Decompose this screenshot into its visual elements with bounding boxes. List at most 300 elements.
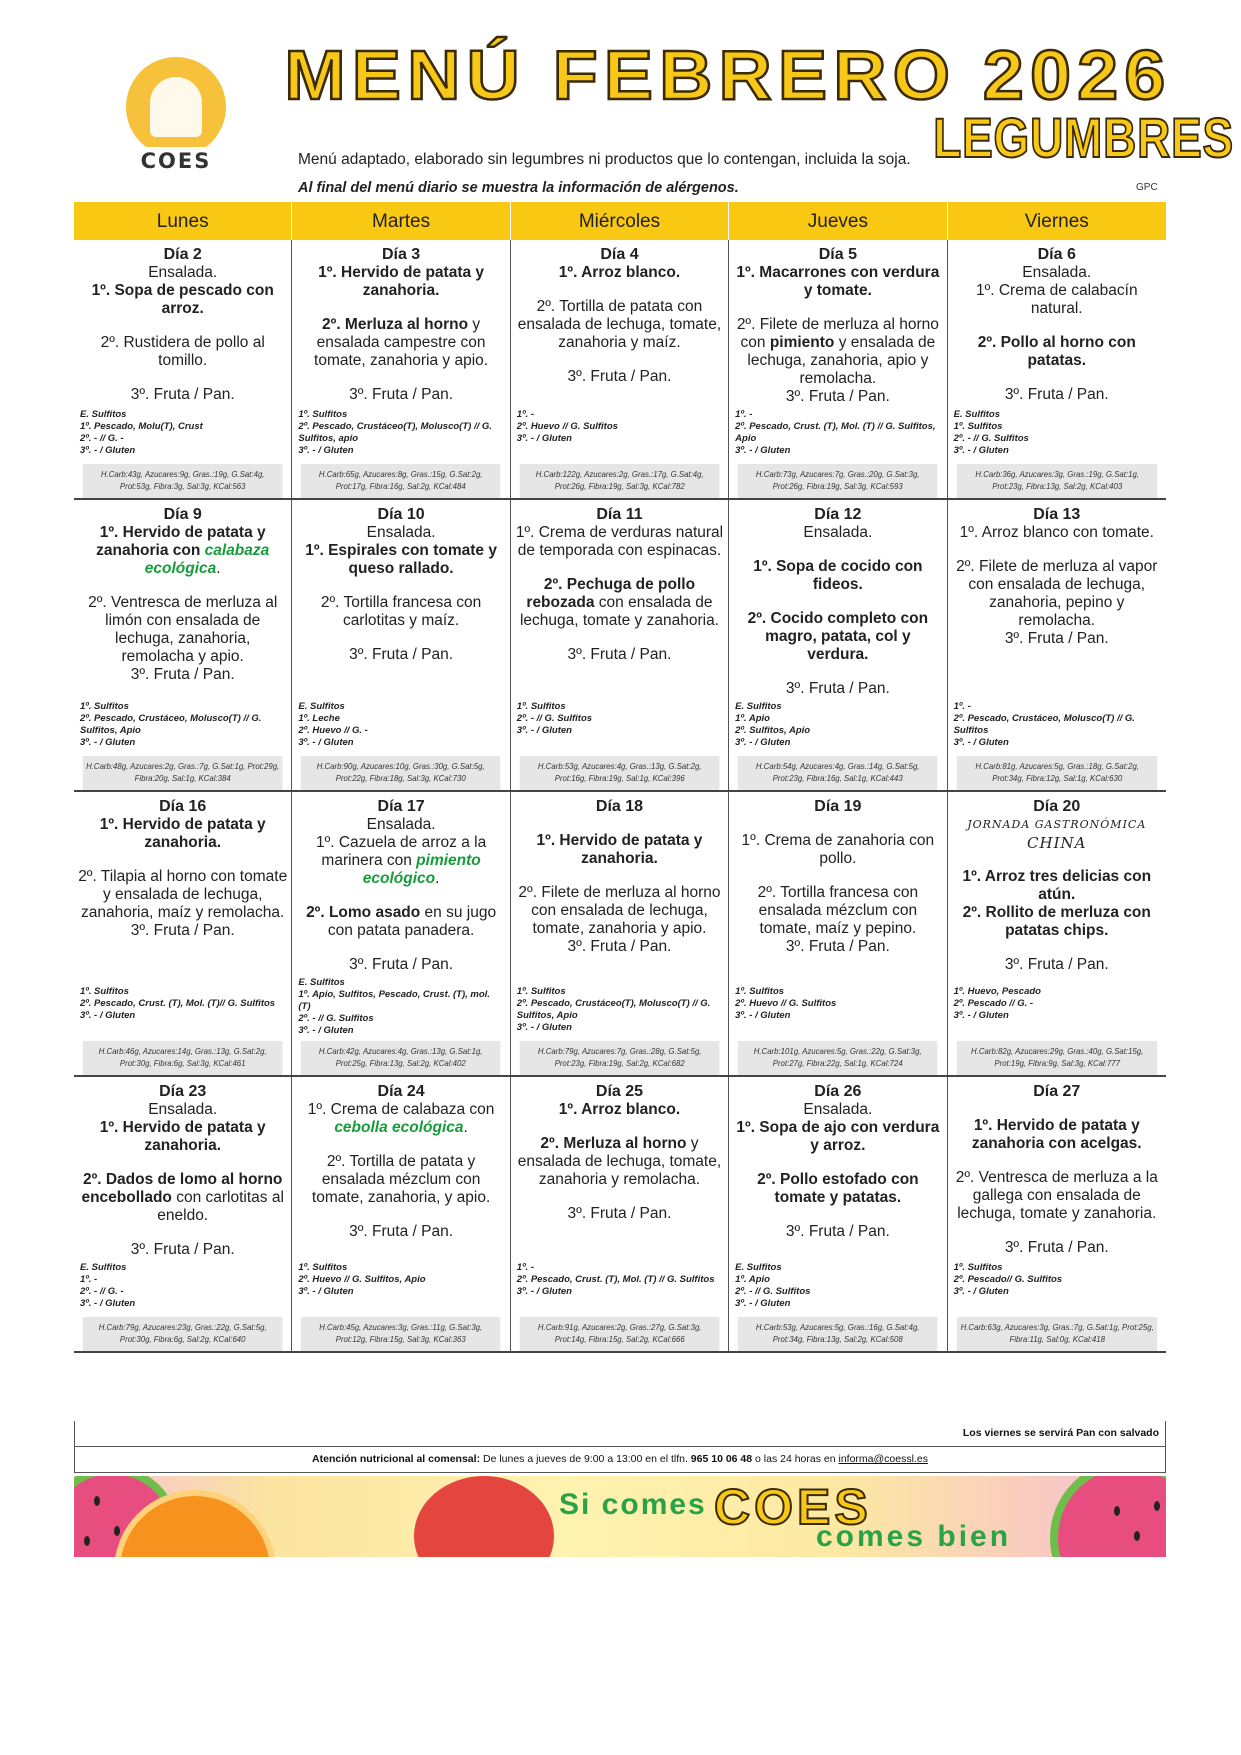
day-label: Día 12: [814, 506, 862, 523]
dish-line: 2º. Pollo estofado con tomate y patatas.: [757, 1171, 919, 1206]
allergen-line: 1º. -: [735, 409, 753, 420]
dish-line: 3º. Fruta / Pan.: [567, 368, 672, 385]
allergen-line: 1º. Sulfitos: [80, 701, 129, 712]
dish-line: 1º. Crema de verduras natural de temporada con espinacas.: [515, 524, 724, 559]
spacer: [733, 1155, 942, 1171]
day-cell: [511, 1077, 729, 1351]
weekday-viernes: Viernes: [1024, 211, 1089, 232]
allergen-line: E. Sulfitos: [80, 1262, 127, 1273]
dish-line: Ensalada.: [1022, 264, 1092, 281]
allergen-line: 3º. - / Gluten: [298, 737, 354, 748]
nutrition-info: H.Carb:101g, Azucares:5g, Gras.:22g, G.Sat:3g, Prot:27g, Fibra:22g, Sal:1g, KCal:724: [738, 1041, 938, 1075]
allergen-line: 2º. Huevo // G. Sulfitos, Apio: [298, 1274, 426, 1285]
seed-icon: [1134, 1531, 1140, 1541]
spacer: [952, 1223, 1162, 1239]
dish-line: 2º. Merluza al horno y ensalada de lechuga, tomate, zanahoria y remolacha.: [517, 1135, 722, 1188]
dish-line: 1º. Arroz tres delicias con atún.: [962, 868, 1152, 903]
day-cell: [292, 1077, 510, 1351]
allergen-list: [948, 983, 1166, 1041]
dish-line: 1º. Arroz blanco con tomate.: [959, 524, 1154, 541]
dish-line: 3º. Fruta / Pan.: [349, 386, 454, 403]
theme-name: CHINA: [1027, 834, 1087, 852]
dish-line: 1º. Hervido de patata y zanahoria.: [536, 832, 703, 867]
dish-line: 2º. Merluza al horno y ensalada campestre con tomate, zanahoria y apio.: [314, 316, 489, 369]
day-cell: [948, 792, 1166, 1075]
allergen-line: E. Sulfitos: [953, 409, 1001, 420]
dish-line: 3º. Fruta / Pan.: [1004, 956, 1109, 973]
allergen-line: E. Sulfitos: [298, 977, 345, 988]
attention-label: Atención nutricional al comensal:: [312, 1453, 481, 1465]
dish-list: [292, 500, 509, 698]
dish-line: 2º. Rollito de merluza con patatas chips.: [962, 904, 1151, 939]
nutrition-info: H.Carb:45g, Azucares:3g, Gras.:11g, G.Sat:3g, Prot:12g, Fibra:15g, Sal:3g, KCal:363: [301, 1317, 501, 1351]
allergen-line: 3º. - / Gluten: [953, 445, 1009, 456]
dish-line: 2º. Lomo asado en su jugo con patata panadera.: [306, 904, 497, 939]
dish-line: 1º. Hervido de patata y zanahoria con acelgas.: [971, 1117, 1142, 1152]
allergen-line: 2º. Pescado, Crust. (T), Mol. (T)// G. Sulfitos: [80, 998, 276, 1009]
friday-note: Los viernes se servirá Pan con salvado: [962, 1427, 1159, 1439]
allergen-list: [292, 406, 509, 464]
attention-email[interactable]: informa@coessl.es: [838, 1453, 928, 1465]
spacer: [952, 1153, 1162, 1169]
dish-list: [948, 500, 1166, 698]
day-label: Día 25: [595, 1083, 644, 1100]
allergen-line: 1º. Sulfitos: [516, 701, 566, 712]
allergen-line: 2º. - // G. Sulfitos: [953, 433, 1029, 444]
day-label: Día 5: [818, 246, 857, 263]
dish-list: [729, 500, 946, 698]
allergen-list: [948, 406, 1166, 464]
day-label: Día 3: [381, 246, 421, 263]
allergen-line: 1º. Sulfitos: [953, 1262, 1003, 1273]
allergen-line: 1º. -: [516, 1262, 534, 1273]
dish-list: [292, 792, 509, 974]
dish-line: Ensalada.: [803, 524, 873, 541]
dish-line: 3º. Fruta / Pan.: [567, 938, 672, 955]
day-cell: [292, 240, 510, 498]
dish-line: 1º. Crema de zanahoria con pollo.: [741, 832, 935, 867]
allergen-line: E. Sulfitos: [735, 1262, 782, 1273]
allergen-list: [948, 698, 1166, 756]
allergen-note: Al final del menú diario se muestra la información de alérgenos.: [298, 180, 739, 196]
nutrition-info: H.Carb:122g, Azucares:2g, Gras.:17g, G.Sat:4g, Prot:26g, Fibra:19g, Sal:3g, KCal:782: [519, 464, 719, 498]
dish-line: 2º. Ventresca de merluza a la gallega con ensalada de lechuga, tomate y zanahoria.: [955, 1169, 1158, 1222]
allergen-list: [292, 1259, 509, 1317]
nutrition-info: H.Carb:54g, Azucares:4g, Gras.:14g, G.Sat:5g, Prot:23g, Fibra:16g, Sal:1g, KCal:443: [738, 756, 938, 790]
spacer: [296, 300, 505, 316]
logo-text: COES: [118, 147, 234, 175]
day-label: Día 18: [595, 798, 644, 815]
allergen-line: 3º. - / Gluten: [80, 1298, 136, 1309]
attention-text-2: o las 24 horas en: [752, 1453, 839, 1465]
dish-line: 1º. Arroz blanco.: [558, 1101, 681, 1118]
nutrition-info: H.Carb:63g, Azucares:3g, Gras.:7g, G.Sat:1g, Prot:25g, Fibra:11g, Sal:0g, KCal:418: [956, 1317, 1157, 1351]
dish-line: 1º. Crema de calabacín natural.: [975, 282, 1138, 317]
dish-list: [74, 240, 291, 406]
dish-list: [729, 792, 946, 983]
menu-table: [74, 202, 1166, 1353]
day-cell: [74, 240, 292, 498]
day-label: Día 24: [377, 1083, 425, 1100]
spacer: [296, 888, 505, 904]
dish-list: [948, 1077, 1166, 1259]
day-cell: [292, 500, 510, 790]
allergen-line: 2º. Pescado, Crustáceo, Molusco(T) // G. Sulfitos, Apio: [80, 713, 262, 736]
banner-text-2: COES: [714, 1479, 872, 1535]
dish-line: 3º. Fruta / Pan.: [785, 1223, 890, 1240]
dish-list: [729, 1077, 946, 1259]
dish-line: 1º. Hervido de patata y zanahoria con calabaza ecológica.: [96, 524, 270, 577]
dish-line: 1º. Cazuela de arroz a la marinera con pimiento ecológico.: [315, 834, 487, 887]
nutrition-info: H.Carb:79g, Azucares:23g, Gras.:22g, G.Sat:5g, Prot:30g, Fibra:6g, Sal:2g, KCal:640: [83, 1317, 283, 1351]
dish-line: 1º. Sopa de pescado con arroz.: [91, 282, 274, 317]
doc-code: GPC: [1136, 182, 1158, 193]
nutrition-info: H.Carb:82g, Azucares:29g, Gras.:40g, G.Sat:15g, Prot:19g, Fibra:9g, Sal:3g, KCal:777: [956, 1041, 1157, 1075]
spacer: [515, 1189, 724, 1205]
day-label: Día 11: [596, 506, 643, 523]
friday-note-box: [74, 1421, 1166, 1447]
dish-list: [292, 1077, 509, 1259]
nutrition-info: H.Carb:46g, Azucares:14g, Gras.:13g, G.Sat:2g, Prot:30g, Fibra:6g, Sal:3g, KCal:461: [83, 1041, 283, 1075]
dish-line: Ensalada.: [803, 1101, 873, 1118]
dish-line: 1º. Hervido de patata y zanahoria.: [99, 816, 266, 851]
dish-line: Ensalada.: [148, 264, 218, 281]
seed-icon: [1154, 1501, 1160, 1511]
weekday-miercoles: Miércoles: [511, 202, 729, 240]
spacer: [952, 940, 1162, 956]
dish-line: 2º. Filete de merluza al vapor con ensalada de lechuga, zanahoria, pepino y remolacha.: [956, 558, 1158, 629]
dish-line: 3º. Fruta / Pan.: [130, 386, 235, 403]
spacer: [296, 1137, 505, 1153]
allergen-list: [948, 1259, 1166, 1317]
spacer: [78, 1225, 287, 1241]
week-row: [74, 500, 1166, 792]
spacer: [296, 370, 505, 386]
spacer: [515, 816, 724, 832]
attention-phone[interactable]: 965 10 06 48: [690, 1453, 753, 1465]
allergen-list: [74, 698, 291, 756]
allergen-list: [74, 983, 291, 1041]
allergen-line: 3º. - / Gluten: [516, 1286, 572, 1297]
allergen-line: 2º. Pescado, Crustáceo(T), Molusco(T) // G. Sulfitos, Apio: [516, 998, 711, 1021]
allergen-line: 3º. - / Gluten: [735, 445, 791, 456]
day-cell: [729, 1077, 947, 1351]
day-cell: [511, 500, 729, 790]
seed-icon: [94, 1496, 100, 1506]
dish-line: 2º. Tortilla de patata y ensalada mézclum con tomate, zanahoria, y apio.: [311, 1153, 491, 1206]
allergen-line: 1º. Sulfitos: [953, 421, 1003, 432]
dish-line: 3º. Fruta / Pan.: [130, 922, 235, 939]
allergen-line: 2º. Pescado, Crust. (T), Mol. (T) // G. Sulfitos, Apio: [735, 421, 936, 444]
allergen-line: 2º. - // G. Sulfitos: [298, 1013, 374, 1024]
nutrition-info: H.Carb:90g, Azucares:10g, Gras.:30g, G.Sat:5g, Prot:22g, Fibra:18g, Sal:3g, KCal:730: [301, 756, 501, 790]
allergen-list: [292, 974, 509, 1041]
dish-line: 3º. Fruta / Pan.: [785, 938, 890, 955]
allergen-line: 1º. Sulfitos: [516, 986, 566, 997]
day-label: Día 16: [159, 798, 207, 815]
allergen-line: 3º. - / Gluten: [735, 1298, 791, 1309]
allergen-line: 1º. Sulfitos: [298, 1262, 348, 1273]
dish-line: 2º. Pollo al horno con patatas.: [977, 334, 1136, 369]
spacer: [78, 318, 287, 334]
allergen-line: 2º. Huevo // G. Sulfitos: [735, 998, 837, 1009]
dish-list: [74, 792, 291, 983]
dish-line: 3º. Fruta / Pan.: [567, 646, 672, 663]
day-label: Día 27: [1033, 1083, 1081, 1100]
day-cell: [729, 500, 947, 790]
spacer: [733, 664, 942, 680]
theme-label: JORNADA GASTRONÓMICA: [967, 818, 1147, 831]
dish-list: [511, 792, 728, 983]
spacer: [78, 852, 287, 868]
allergen-list: [74, 406, 291, 464]
seed-icon: [114, 1526, 120, 1536]
spacer: [296, 1207, 505, 1223]
allergen-line: 1º. Sulfitos: [298, 409, 348, 420]
spacer: [515, 868, 724, 884]
day-cell: [729, 240, 947, 498]
nutrition-info: H.Carb:42g, Azucares:4g, Gras.:13g, G.Sat:1g, Prot:25g, Fibra:13g, Sal:2g, KCal:402: [301, 1041, 501, 1075]
week-row: [74, 240, 1166, 500]
dish-line: 3º. Fruta / Pan.: [130, 666, 235, 683]
spacer: [296, 630, 505, 646]
allergen-line: 1º. Sulfitos: [735, 986, 785, 997]
nutrition-info: H.Carb:65g, Azucares:8g, Gras.:15g, G.Sat:2g, Prot:17g, Fibra:16g, Sal:2g, KCal:484: [301, 464, 501, 498]
dish-line: Ensalada.: [366, 524, 436, 541]
allergen-line: 1º. -: [80, 1274, 98, 1285]
allergen-line: 2º. Huevo // G. Sulfitos: [516, 421, 618, 432]
dish-list: [948, 792, 1166, 983]
allergen-line: 2º. Pescado// G. Sulfitos: [953, 1274, 1063, 1285]
spacer: [78, 370, 287, 386]
coes-logo: [118, 55, 234, 173]
allergen-line: 3º. - / Gluten: [516, 725, 572, 736]
day-label: Día 13: [1033, 506, 1081, 523]
allergen-line: E. Sulfitos: [298, 701, 345, 712]
allergen-line: E. Sulfitos: [735, 701, 782, 712]
allergen-list: [511, 983, 728, 1041]
dish-line: 2º. Rustidera de pollo al tomillo.: [100, 334, 265, 369]
day-cell: [292, 792, 510, 1075]
day-cell: [74, 500, 292, 790]
day-label: Día 4: [600, 246, 639, 263]
dish-list: [74, 1077, 291, 1259]
allergen-line: 1º. Sulfitos: [80, 986, 129, 997]
allergen-line: 2º. - // G. Sulfitos: [735, 1286, 811, 1297]
weekday-header: [74, 202, 1166, 240]
day-label: Día 9: [163, 506, 202, 523]
day-label: Día 20: [1033, 798, 1081, 815]
allergen-line: 3º. - / Gluten: [516, 1022, 572, 1033]
allergen-line: 3º. - / Gluten: [735, 737, 791, 748]
dish-line: 3º. Fruta / Pan.: [785, 388, 890, 405]
allergen-line: 3º. - / Gluten: [516, 433, 572, 444]
allergen-line: 1º. Apio: [735, 1274, 770, 1285]
allergen-list: [511, 406, 728, 464]
spacer: [733, 1207, 942, 1223]
allergen-line: 2º. - // G. -: [80, 1286, 124, 1297]
allergen-line: 2º. - // G. -: [80, 433, 124, 444]
spacer: [733, 816, 942, 832]
allergen-line: 1º. Apio: [735, 713, 770, 724]
day-cell: [74, 792, 292, 1075]
day-cell: [511, 792, 729, 1075]
spacer: [515, 630, 724, 646]
spacer: [733, 542, 942, 558]
dish-line: 1º. Hervido de patata y zanahoria.: [99, 1119, 266, 1154]
allergen-line: 1º. -: [516, 409, 534, 420]
weekday-martes: Martes: [292, 202, 510, 240]
day-label: Día 17: [377, 798, 425, 815]
banner-text-3: comes bien: [816, 1520, 1012, 1553]
dish-line: 1º. Hervido de patata y zanahoria.: [318, 264, 485, 299]
week-row: [74, 792, 1166, 1077]
dish-line: 3º. Fruta / Pan.: [1004, 1239, 1109, 1256]
spacer: [515, 282, 724, 298]
allergen-line: 2º. Pescado // G. -: [953, 998, 1034, 1009]
allergen-line: 3º. - / Gluten: [953, 737, 1009, 748]
dish-line: 3º. Fruta / Pan.: [130, 1241, 235, 1258]
seed-icon: [1114, 1506, 1120, 1516]
dish-line: 3º. Fruta / Pan.: [785, 680, 890, 697]
nutrition-info: H.Carb:53g, Azucares:4g, Gras.:13g, G.Sat:2g, Prot:16g, Fibra:19g, Sal:1g, KCal:396: [519, 756, 719, 790]
dish-line: 3º. Fruta / Pan.: [349, 1223, 454, 1240]
dish-line: 3º. Fruta / Pan.: [1004, 386, 1109, 403]
allergen-line: 3º. - / Gluten: [953, 1286, 1009, 1297]
nutrition-info: H.Carb:43g, Azucares:9g, Gras.:19g, G.Sat:4g, Prot:53g, Fibra:3g, Sal:3g, KCal:563: [83, 464, 283, 498]
nutrition-info: H.Carb:36g, Azucares:3g, Gras.:19g, G.Sat:1g, Prot:23g, Fibra:13g, Sal:2g, KCal:403: [956, 464, 1157, 498]
spacer: [515, 352, 724, 368]
day-label: Día 2: [163, 246, 202, 263]
weekday-jueves: Jueves: [729, 202, 947, 240]
day-label: Día 19: [814, 798, 862, 815]
dish-line: 2º. Tortilla francesa con ensalada mézclum con tomate, maíz y pepino.: [757, 884, 919, 937]
nutrition-info: H.Carb:53g, Azucares:5g, Gras.:16g, G.Sat:4g, Prot:34g, Fibra:13g, Sal:2g, KCal:508: [738, 1317, 938, 1351]
dish-line: 2º. Filete de merluza al horno con ensalada de lechuga, tomate, zanahoria y apio.: [518, 884, 721, 937]
dish-line: 1º. Espirales con tomate y queso rallado.: [305, 542, 497, 577]
allergen-line: 1º. Apio, Sulfitos, Pescado, Crust. (T), mol. (T): [298, 989, 490, 1012]
allergen-line: 2º. Huevo // G. -: [298, 725, 368, 736]
allergen-line: 3º. - / Gluten: [735, 1010, 791, 1021]
dish-line: 3º. Fruta / Pan.: [349, 956, 454, 973]
dish-line: 2º. Pechuga de pollo rebozada con ensalada de lechuga, tomate y zanahoria.: [519, 576, 719, 629]
nutrition-info: H.Carb:91g, Azucares:2g, Gras.:27g, G.Sat:3g, Prot:14g, Fibra:15g, Sal:2g, KCal:666: [519, 1317, 719, 1351]
allergen-line: 2º. Pescado, Crust. (T), Mol. (T) // G. Sulfitos: [516, 1274, 715, 1285]
allergen-list: [729, 983, 946, 1041]
allergen-line: 1º. Huevo, Pescado: [953, 986, 1041, 997]
spacer: [733, 868, 942, 884]
dish-line: 2º. Tilapia al horno con tomate y ensalada de lechuga, zanahoria, maíz y remolacha.: [78, 868, 288, 921]
nutrition-info: H.Carb:73g, Azucares:7g, Gras.:20g, G.Sat:3g, Prot:26g, Fibra:19g, Sal:3g, KCal:593: [738, 464, 938, 498]
day-cell: [948, 500, 1166, 790]
dish-line: 3º. Fruta / Pan.: [1004, 630, 1109, 647]
day-label: Día 10: [377, 506, 425, 523]
seed-icon: [84, 1536, 90, 1546]
menu-weeks: [74, 240, 1166, 1353]
allergen-line: 2º. Sulfitos, Apio: [735, 725, 811, 736]
dish-list: [511, 1077, 728, 1259]
dish-line: 3º. Fruta / Pan.: [567, 1205, 672, 1222]
allergen-line: 3º. - / Gluten: [80, 737, 136, 748]
banner-text-1: Si comes: [559, 1488, 707, 1521]
allergen-line: 1º. Leche: [298, 713, 340, 724]
dish-list: [511, 240, 728, 406]
dish-list: [948, 240, 1166, 406]
allergen-line: 3º. - / Gluten: [298, 445, 354, 456]
nutrition-info: H.Carb:48g, Azucares:2g, Gras.:7g, G.Sat:1g, Prot:29g, Fibra:20g, Sal:1g, KCal:384: [83, 756, 283, 790]
allergen-list: [74, 1259, 291, 1317]
day-cell: [948, 240, 1166, 498]
dish-line: 1º. Sopa de cocido con fideos.: [753, 558, 923, 593]
allergen-list: [729, 1259, 946, 1317]
page-subtitle: LEGUMBRES: [933, 106, 1234, 169]
allergen-line: E. Sulfitos: [80, 409, 127, 420]
weekday-lunes: Lunes: [74, 202, 292, 240]
allergen-line: 3º. - / Gluten: [80, 1010, 136, 1021]
page-title: MENÚ FEBRERO 2026: [284, 36, 1172, 114]
allergen-line: 3º. - / Gluten: [953, 1010, 1009, 1021]
day-label: Día 6: [1037, 246, 1076, 263]
allergen-list: [729, 698, 946, 756]
allergen-line: 2º. Pescado, Crustáceo, Molusco(T) // G. Sulfitos: [953, 713, 1135, 736]
dish-list: [729, 240, 946, 406]
spacer: [952, 1101, 1162, 1117]
day-cell: [948, 1077, 1166, 1351]
allergen-line: 1º. -: [953, 701, 971, 712]
sun-logo-icon: [126, 57, 226, 157]
week-row: [74, 1077, 1166, 1353]
dish-line: 1º. Macarrones con verdura y tomate.: [736, 264, 940, 299]
attention-text: De lunes a jueves de 9:00 a 13:00 en el tlfn.: [480, 1453, 691, 1465]
dish-line: Ensalada.: [366, 816, 436, 833]
day-label: Día 26: [814, 1083, 862, 1100]
spacer: [952, 542, 1162, 558]
nutrition-info: H.Carb:81g, Azucares:5g, Gras.:18g, G.Sat:2g, Prot:34g, Fibra:12g, Sal:1g, KCal:630: [956, 756, 1157, 790]
promo-banner: [74, 1476, 1166, 1557]
apple-icon: [414, 1476, 554, 1557]
spacer: [733, 594, 942, 610]
dish-list: [511, 500, 728, 698]
day-cell: [729, 792, 947, 1075]
attention-line: [74, 1447, 1166, 1473]
spacer: [952, 370, 1162, 386]
day-cell: [74, 1077, 292, 1351]
dish-line: 1º. Crema de calabaza con cebolla ecológica.: [307, 1101, 495, 1136]
dish-line: 1º. Sopa de ajo con verdura y arroz.: [736, 1119, 940, 1154]
dish-line: 2º. Tortilla de patata con ensalada de lechuga, tomate, zanahoria y maíz.: [517, 298, 722, 351]
spacer: [296, 578, 505, 594]
allergen-list: [729, 406, 946, 464]
spacer: [78, 1155, 287, 1171]
dish-line: 1º. Arroz blanco.: [558, 264, 681, 281]
dish-line: 2º. Filete de merluza al horno con pimiento y ensalada de lechuga, zanahoria, apio y remolacha.: [736, 316, 939, 387]
dish-line: 2º. Tortilla francesa con carlotitas y maíz.: [320, 594, 482, 629]
dish-line: 2º. Dados de lomo al horno encebollado con carlotitas al eneldo.: [81, 1171, 284, 1224]
allergen-list: [511, 698, 728, 756]
allergen-line: 3º. - / Gluten: [298, 1286, 354, 1297]
allergen-line: 1º. Pescado, Molu(T), Crust: [80, 421, 203, 432]
spacer: [952, 852, 1162, 868]
watermelon-right-icon: [1050, 1476, 1166, 1557]
dish-line: 3º. Fruta / Pan.: [349, 646, 454, 663]
dish-list: [74, 500, 291, 698]
allergen-line: 2º. - // G. Sulfitos: [516, 713, 593, 724]
dish-line: 2º. Ventresca de merluza al limón con ensalada de lechuga, zanahoria, remolacha y apio.: [88, 594, 278, 665]
allergen-line: 3º. - / Gluten: [80, 445, 136, 456]
spacer: [733, 300, 942, 316]
dish-list: [292, 240, 509, 406]
spacer: [952, 318, 1162, 334]
